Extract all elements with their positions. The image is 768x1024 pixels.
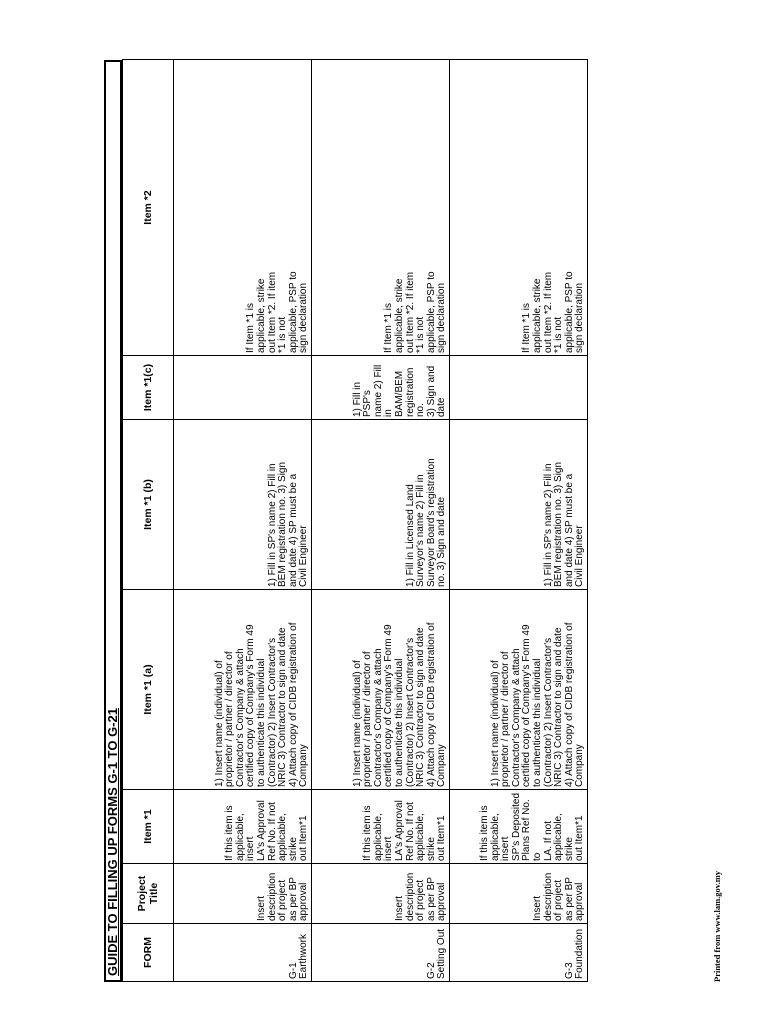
cell-item1: If this item is applicable, insert LA's Approval Ref No. If not applicable, strike out Item*1 [312, 790, 450, 864]
cell-item1c [174, 356, 312, 420]
cell-form: G-3 Foundation [450, 924, 588, 982]
cell-project-title: Insert description of project as per BP approval [450, 864, 588, 924]
cell-item1c: 1) Fill in PSP's name 2) Fill in BAM/BEM registration no. 3) Sign and date [312, 356, 450, 420]
header-row [123, 60, 174, 982]
table-row [450, 60, 588, 982]
table-row [174, 60, 312, 982]
cell-form: G-1 Earthwork [174, 924, 312, 982]
cell-item1: If this item is applicable, insert LA's Approval Ref No. If not applicable, strike out Item*1 [174, 790, 312, 864]
cell-item1a: 1) Insert name (individual) of proprietor / partner / director of Contractor's Company & attach certified copy of Company's Form 49 to authenticate this individual (Contractor) 2) Insert Contractor's NRIC 3) Contractor to sign and date 4) Attach copy of CIDB registration of Company [312, 590, 450, 790]
cell-item1c [450, 356, 588, 420]
cell-item1b: 1) Fill in Licensed Land Surveyor's name 2) Fill in Surveyor Board's registration no. 3) Sign and date [312, 420, 450, 590]
col-header-item1c: Item *1(c) [123, 356, 174, 420]
cell-project-title: Insert description of project as per BP approval [174, 864, 312, 924]
guide-table [122, 59, 588, 982]
cell-item1a: 1) Insert name (individual) of proprietor / partner / director of Contractor's Company & attach certified copy of Company's Form 49 to authenticate this individual (Contractor) 2) Insert Contractor's NRIC 3) Contractor to sign and date 4) Attach copy of CIDB registration of Company [174, 590, 312, 790]
footer-source: Printed from www.lam.gov.my [712, 870, 722, 982]
table-row [312, 60, 450, 982]
cell-item2: If Item *1 is applicable, strike out Item *2. If item *1 is not applicable, PSP to sign declaration [450, 60, 588, 356]
page-title: GUIDE TO FILLING UP FORMS G-1 TO G-21 [105, 708, 120, 976]
cell-item1: If this item is applicable, insert SP's Deposited Plans Ref No. to LA. If not applicable, strike out Item*1 [450, 790, 588, 864]
cell-project-title: Insert description of project as per BP approval [312, 864, 450, 924]
cell-item1b: 1) Fill in SP's name 2) Fill in BEM registration no. 3) Sign and date 4) SP must be a Civil Engineer [174, 420, 312, 590]
cell-item1b: 1) Fill in SP's name 2) Fill in BEM registration no. 3) Sign and date 4) SP must be a Civil Engineer [450, 420, 588, 590]
col-header-item1: Item *1 [123, 790, 174, 864]
col-header-project-title: Project Title [123, 864, 174, 924]
cell-item2: If Item *1 is applicable, strike out Item *2. If item *1 is not applicable, PSP to sign declaration [174, 60, 312, 356]
col-header-item2: Item *2 [123, 60, 174, 356]
cell-item2: If Item *1 is applicable, strike out Item *2. If item *1 is not applicable, PSP to sign declaration [312, 60, 450, 356]
col-header-item1a: Item *1 (a) [123, 590, 174, 790]
col-header-item1b: Item *1 (b) [123, 420, 174, 590]
cell-item1a: 1) Insert name (individual) of proprietor / partner / director of Contractor's Company & attach certified copy of Company's Form 49 to authenticate this individual (Contractor) 2) Insert Contractor's NRIC 3) Contractor to sign and date 4) Attach copy of CIDB registration of Company [450, 590, 588, 790]
cell-form: G-2 Setting Out [312, 924, 450, 982]
col-header-form: FORM [123, 924, 174, 982]
